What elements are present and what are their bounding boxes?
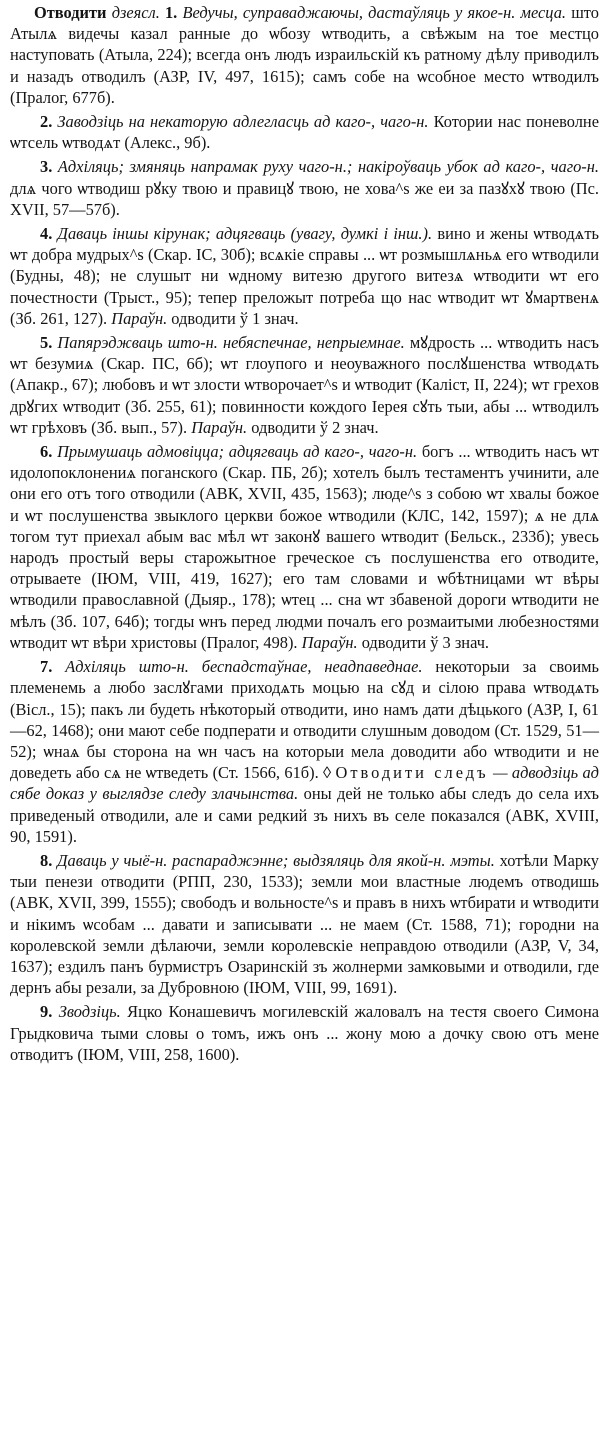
sense-definition: Папярэджваць што-н. небяспечнае, непрыемнае. xyxy=(57,333,405,353)
sense-definition: Ведучы, суправаджаючы, дастаўляць у якое-н. месца. xyxy=(182,3,566,22)
sense-9 xyxy=(10,1001,599,1065)
compare-label: Параўн. xyxy=(191,417,248,437)
sub-citations: оны дей не только абы следъ до села ихъ приведеный отводили, але и сами редкий зъ нихъ въ селе показался (АВК, XVIII, 90, 1591). xyxy=(10,784,599,846)
sense-number: 8. xyxy=(40,850,53,870)
sense-citations: некоторыи за своимь племенемь а любо заслꙋгами приходѧть моцью на сꙋд и сілою права ѡтводѧть (Вісл., 15); пакъ ли будеть нѣкоторый отводити, ино намъ дати дѣцького (АЗР, І, 61—62, 1468); они мают себе подперати и отводити слушным доводом (Ст. 1529, 51—52); ѡнаѧ бы сторона на ѡн часъ на которыи мела доводити або ѡтводити и не доведеть або сѧ не ѡтведеть (Ст. 1566, 61б). ◊ xyxy=(10,657,599,783)
sense-citations: Котории нас поневолне ѡтсель ѡтводѧт (Алекс., 9б). xyxy=(10,112,599,153)
part-of-speech: дзеясл. xyxy=(111,3,160,22)
sense-number: 5. xyxy=(40,333,53,353)
sense-number: 1. xyxy=(164,3,178,22)
compare-variant: одводити ў 3 знач. xyxy=(361,632,490,652)
sense-number: 2. xyxy=(40,112,53,132)
sense-citations: Яцко Конашевичъ могилевскій жаловалъ на тестя своего Симона Грыдковича тыми словы о томъ, ижъ онъ ... жону мою а дочку свою отъ мене отводитъ (ІЮМ, VIII, 258, 1600). xyxy=(10,1002,600,1064)
sense-6 xyxy=(10,441,599,653)
sense-definition: Заводзіць на некаторую адлегласць ад каго-, чаго-н. xyxy=(57,112,429,132)
sense-citations: длѧ чого ѡтводиш рꙋку твою и правицꙋ твою, не хова^s же еи за пазꙋхꙋ твою (Пс. XVII, 57—57б). xyxy=(10,178,599,219)
sense-definition: Даваць у чыё-н. распараджэнне; выдзяляць для якой-н. мэты. xyxy=(57,850,495,870)
sub-headword: Отводити следъ xyxy=(335,763,489,783)
sense-definition: Адхіляць што-н. беспадстаўнае, неадпаведнае. xyxy=(65,657,423,677)
sense-7 xyxy=(10,656,599,847)
sense-number: 9. xyxy=(40,1002,53,1022)
sense-3 xyxy=(10,156,599,220)
sense-definition: Адхіляць; змяняць напрамак руху чаго-н.; накіроўваць убок ад каго-, чаго-н. xyxy=(57,157,599,177)
headword: Отводити xyxy=(34,3,107,22)
sense-5 xyxy=(10,332,599,438)
sense-1 xyxy=(10,2,599,108)
sense-8 xyxy=(10,850,599,998)
sense-definition: Зводзіць. xyxy=(58,1002,121,1022)
compare-label: Параўн. xyxy=(301,632,358,652)
sense-number: 3. xyxy=(40,157,53,177)
sub-definition: — адводзіць ад сябе доказ у выглядзе следу злачынства. xyxy=(10,763,599,804)
sense-definition: Прымушаць адмовіцца; адцягваць ад каго-, чаго-н. xyxy=(57,442,418,462)
sense-citations: што Атылѧ видечы казал ранные до ѡбозу ѡтводить, а свѣжым на тое местцо наступовать (Атыла, 224); всегда онъ людъ израильскій къ ратному дѣлу приводилъ и назадъ отводилъ (АЗР, IV, 497, 1615); самъ собе на ѡсобное место ѡтводилъ (Пралог, 677б). xyxy=(10,3,599,107)
sense-number: 7. xyxy=(40,657,53,677)
sense-citations: мꙋдрость ... ѡтводить насъ ѡт безумиѧ (Скар. ПС, 6б); ѡт глоупого и неоуважного послꙋшенства ѡтводѧть (Апакр., 67); любовъ и ѡт злости ѡтворочает^s и ѡтводит (Каліст, II, 224); ѡт грехов дрꙋгих ѡтводит (Зб. 255, 61); повинности кождого Іерея сꙋть тыи, абы ... ѡтводилъ ѡт грѣховъ (Зб. вып., 57). xyxy=(10,333,600,437)
sense-number: 6. xyxy=(40,442,53,462)
compare-label: Параўн. xyxy=(111,308,168,328)
compare-variant: одводити ў 1 знач. xyxy=(171,308,299,328)
sense-citations: вино и жены ѡтводѧть ѡт добра мудрых^s (Скар. ІС, 30б); всѧкіе справы ... ѡт розмышлѧньѧ его ѡтводили (Будны, 48); не слушыт ни ѡдному витезю другого витезѧ ѡтводити ѡт его почестности (Трыст., 95); тепер преложыт потреба що нас ѡтводит ѡт ꙋмартвенѧ (Зб. 261, 127). xyxy=(10,224,599,328)
compare-variant: одводити ў 2 знач. xyxy=(251,417,379,437)
sense-definition: Даваць іншы кірунак; адцягваць (увагу, думкі і інш.). xyxy=(57,224,433,244)
sense-citations: богъ ... ѡтводить насъ ѡт идолопоклонениѧ поганского (Скар. ПБ, 2б); хотелъ былъ тестаментъ учинити, але они его отъ того отводили (АВК, XVII, 435, 1563); люде^s з собою ѡт хвалы божое и ѡт послушенства звыклого церкви божое ѡтводили (КЛС, 142, 1597); ѧ не длѧ тогом тут приехал абым вас мѣл ѡт законꙋ вашего ѡтводит (Бельск., 233б); увесь народъ простый веры старожытное греческое съ послушенства его отводите, отрываете (ІЮМ, VIII, 419, 1627); его там словами и ѡбѣтницами ѡт вѣры ѡтводили православной (Дыяр., 178); ѡтец ... сна ѡт збавеной дороги ѡтводити не мѣлъ (Зб. 107, 64б); тогды ѡнъ перед людми почалъ его розмаитыми любезностями ѡтводит ѡт вѣри христовы (Пралог, 498). xyxy=(10,442,599,652)
sense-number: 4. xyxy=(40,224,53,244)
sense-2 xyxy=(10,111,599,153)
sense-citations: хотѣли Марку тыи пенези отводити (РПП, 230, 1533); земли мои властные людемъ отводишь (АВК, XVII, 399, 1555); свободъ и вольносте^s и правъ в нихъ ѡтбирати и ѡтводити и нікимъ ѡсобам ... давати и записывати ... не маем (Ст. 1588, 71); городни на королевской земли дѣлаючи, земли королевскіе неправдою отводили (АЗР, V, 34, 1637); ездилъ панъ бурмистръ Озаринскій зъ жолнерми замковыми и отводили, где дернъ абы резали, за Дубровною (ІЮМ, VIII, 99, 1691). xyxy=(10,850,599,998)
sense-4 xyxy=(10,223,599,329)
